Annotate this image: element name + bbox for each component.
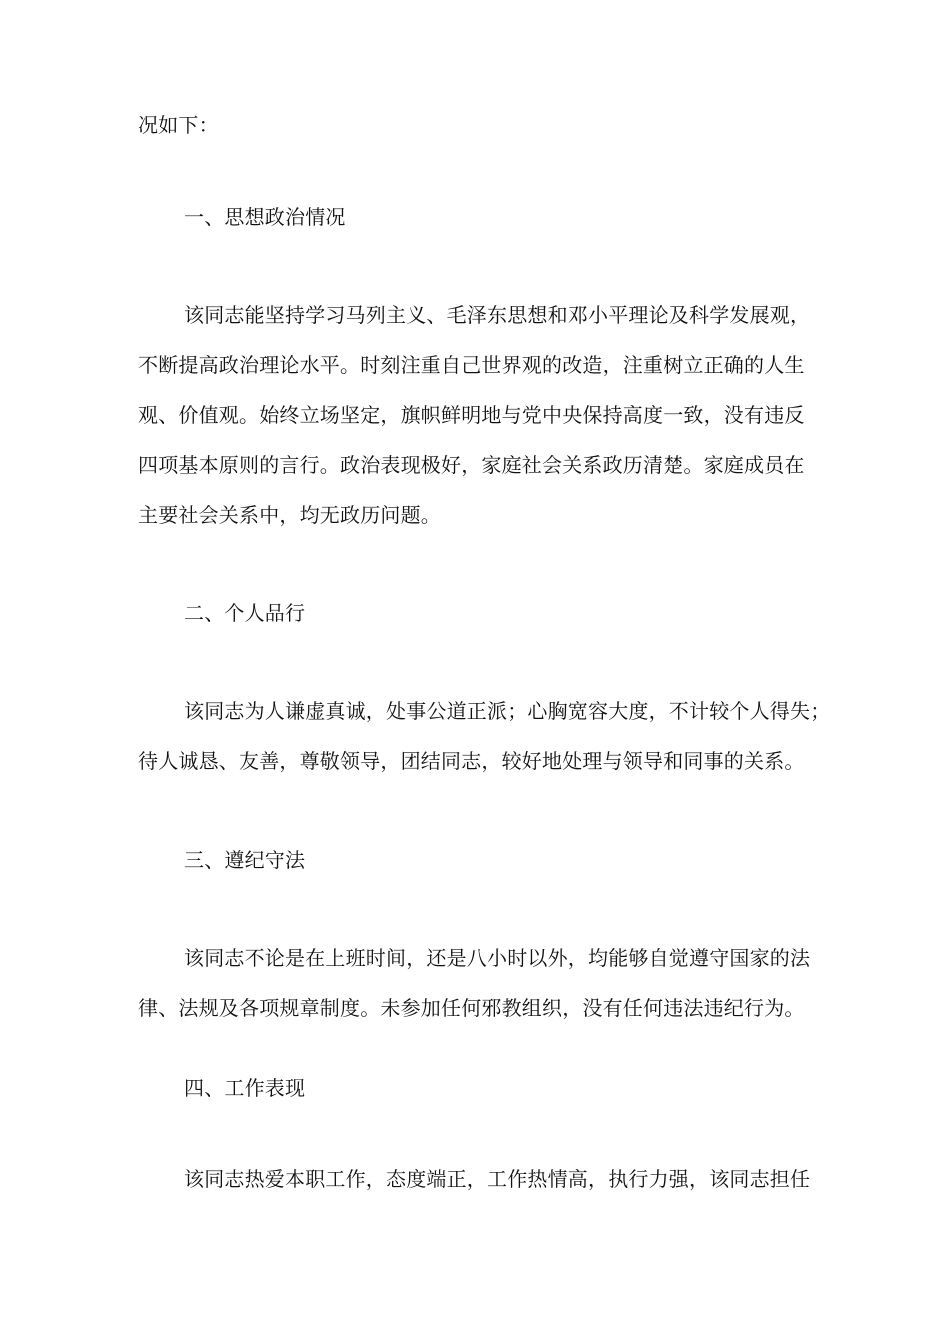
section3-line-1: 该同志不论是在上班时间，还是八小时以外，均能够自觉遵守国家的法	[184, 946, 811, 970]
intro-text: 况如下：	[138, 113, 219, 137]
section1-heading: 一、思想政治情况	[184, 205, 346, 229]
section3-heading: 三、遵纪守法	[184, 848, 306, 872]
section1-line-2: 不断提高政治理论水平。时刻注重自己世界观的改造，注重树立正确的人生	[138, 353, 805, 377]
section2-heading: 二、个人品行	[184, 601, 306, 625]
section4-heading: 四、工作表现	[184, 1076, 306, 1100]
section3-line-2: 律、法规及各项规章制度。未参加任何邪教组织，没有任何违法违纪行为。	[138, 996, 805, 1020]
section2-line-1: 该同志为人谦虚真诚，处事公道正派；心胸宽容大度，不计较个人得失；	[184, 699, 831, 723]
section1-line-3: 观、价值观。始终立场坚定，旗帜鲜明地与党中央保持高度一致，没有违反	[138, 403, 805, 427]
section1-line-1: 该同志能坚持学习马列主义、毛泽东思想和邓小平理论及科学发展观，	[184, 303, 811, 327]
section2-line-2: 待人诚恳、友善，尊敬领导，团结同志，较好地处理与领导和同事的关系。	[138, 749, 805, 773]
section1-line-5: 主要社会关系中，均无政历问题。	[138, 503, 441, 527]
section1-line-4: 四项基本原则的言行。政治表现极好，家庭社会关系政历清楚。家庭成员在	[138, 453, 805, 477]
section4-line-1: 该同志热爱本职工作，态度端正，工作热情高，执行力强，该同志担任	[184, 1167, 811, 1191]
